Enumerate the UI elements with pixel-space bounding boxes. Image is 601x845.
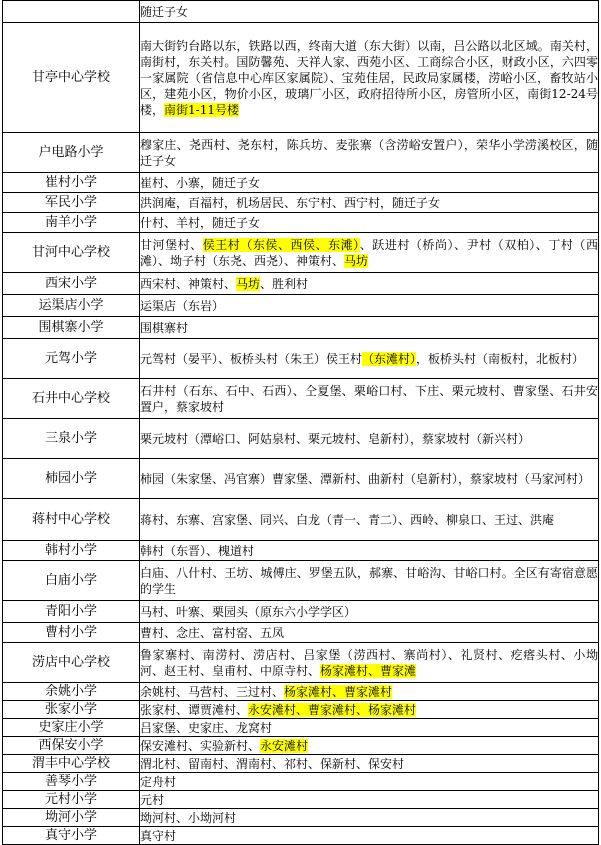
district-area: 元村	[140, 791, 599, 809]
table-row	[3, 339, 599, 379]
table-row	[3, 643, 599, 683]
highlighted-area: 杨家滩村、曹家滩	[320, 663, 417, 678]
school-name: 甘河中心学校	[3, 233, 140, 273]
district-area: 蒋村、东寨、宫家堡、同兴、白龙（青一、青二）、西岭、柳泉口、王过、洪庵	[140, 499, 599, 541]
table-row	[3, 459, 599, 499]
district-area: 元驾村（晏平）、板桥头村（朱王）侯王村（东滩村），板桥头村（南板村，北板村）	[140, 339, 599, 379]
school-name: 涝店中心学校	[3, 643, 140, 683]
district-area: 鲁家寨村、南涝村、涝店村、吕家堡（涝西村、寨尚村）、礼贤村、疙瘩头村、小坳河、赵王村、皇甫村、中原寺村、杨家滩村、曹家滩	[140, 643, 599, 683]
school-name: 西宋小学	[3, 273, 140, 295]
table-row	[3, 133, 599, 173]
district-area: 运渠店（东岩）	[140, 295, 599, 317]
district-area: 穆家庄、尧西村、尧东村，陈兵坊、麦张寨（含涝峪安置户），荣华小学涝溪校区，随迁子女	[140, 133, 599, 173]
school-name: 户电路小学	[3, 133, 140, 173]
table-row	[3, 541, 599, 561]
district-area: 西宋村、神策村、马坊、胜利村	[140, 273, 599, 295]
table-row	[3, 791, 599, 809]
table-row	[3, 193, 599, 213]
school-name: 史家庄小学	[3, 719, 140, 737]
table-row	[3, 601, 599, 623]
school-name: 围棋寨小学	[3, 317, 140, 339]
table-row	[3, 701, 599, 719]
table-row	[3, 561, 599, 601]
district-area: 真守村	[140, 827, 599, 845]
highlighted-area: 永安滩村	[260, 738, 309, 753]
school-name: 西保安小学	[3, 737, 140, 755]
district-area: 洪润庵，百福村，机场居民、东宁村、西宁村，随迁子女	[140, 193, 599, 213]
school-name: 真守小学	[3, 827, 140, 845]
district-area: 崔村、小寨，随迁子女	[140, 173, 599, 193]
table-row	[3, 419, 599, 459]
school-name: 韩村小学	[3, 541, 140, 561]
school-name: 运渠店小学	[3, 295, 140, 317]
table-row	[3, 623, 599, 643]
school-name: 坳河小学	[3, 809, 140, 827]
school-name: 石井中心学校	[3, 379, 140, 419]
district-area: 甘河堡村、侯王村（东侯、西侯、东滩）、跃进村（桥尚）、尹村（双柏）、丁村（西滩）、坳子村（东尧、西尧）、神策村、马坊	[140, 233, 599, 273]
highlighted-area: 杨家滩村、曹家滩村	[284, 684, 393, 699]
district-area: 石井村（石东、石中、石西）、仝夏堡、栗峪口村、下庄、栗元坡村、曹家堡、石井安置户，蔡家坡村	[140, 379, 599, 419]
school-name: 南羊小学	[3, 213, 140, 233]
table-row	[3, 1, 599, 23]
district-area: 白庙、八什村、王坊、城傅庄、罗堡五队，郝寨、甘峪沟、甘峪口村。全区有寄宿意愿的学生	[140, 561, 599, 601]
school-name: 张家小学	[3, 701, 140, 719]
table-row	[3, 23, 599, 133]
highlighted-area: 永安滩村、曹家滩村、杨家滩村	[248, 702, 417, 717]
table-row	[3, 317, 599, 339]
table-row	[3, 683, 599, 701]
school-name: 元村小学	[3, 791, 140, 809]
district-area: 定舟村	[140, 773, 599, 791]
district-area: 保安滩村、实验新村、永安滩村	[140, 737, 599, 755]
district-area: 余姚村、马营村、三过村、杨家滩村、曹家滩村	[140, 683, 599, 701]
district-area: 张家村、谭贾滩村、永安滩村、曹家滩村、杨家滩村	[140, 701, 599, 719]
school-name	[3, 1, 140, 23]
school-name: 元驾小学	[3, 339, 140, 379]
district-area: 曹村、念庄、富村窑、五凤	[140, 623, 599, 643]
table-row	[3, 379, 599, 419]
district-area: 随迁子女	[140, 1, 599, 23]
school-name: 善琴小学	[3, 773, 140, 791]
school-name: 曹村小学	[3, 623, 140, 643]
table-row	[3, 809, 599, 827]
district-area: 什村、羊村，随迁子女	[140, 213, 599, 233]
school-name: 余姚小学	[3, 683, 140, 701]
district-area: 韩村（东晋）、槐道村	[140, 541, 599, 561]
district-area: 坳河村、小坳河村	[140, 809, 599, 827]
school-district-table	[2, 0, 599, 845]
table-row	[3, 737, 599, 755]
table-row	[3, 295, 599, 317]
school-name: 三泉小学	[3, 419, 140, 459]
school-name: 青阳小学	[3, 601, 140, 623]
table-row	[3, 213, 599, 233]
district-area: 南大街钓台路以东，铁路以西，终南大道（东大街）以南，吕公路以北区域。南关村，南街村，东关村。国防馨苑、天祥人家、西苑小区、工商综合小区，财政小区，六四零一家属院（省信息中心库区家属院）、宝苑佳居，民政局家属楼，涝峪小区，畜牧站小区，建苑小区，物价小区，玻璃厂小区，政府招待所小区，房管所小区，南街12-24号楼，南街1-11号楼	[140, 23, 599, 133]
school-name: 军民小学	[3, 193, 140, 213]
highlighted-area: 南街1-11号楼	[164, 102, 239, 117]
table-row	[3, 233, 599, 273]
district-area: 吕家堡、史家庄、龙窝村	[140, 719, 599, 737]
highlighted-area: 马坊	[236, 276, 261, 291]
table-row	[3, 827, 599, 845]
highlighted-area: （东滩村）	[362, 351, 417, 366]
school-name: 渭丰中心学校	[3, 755, 140, 773]
school-name: 柿园小学	[3, 459, 140, 499]
table-row	[3, 773, 599, 791]
table-row	[3, 755, 599, 773]
table-row	[3, 173, 599, 193]
district-area: 渭北村、留南村、渭南村、祁村、保新村、保安村	[140, 755, 599, 773]
school-name: 白庙小学	[3, 561, 140, 601]
highlighted-area: 侯王村（东侯、西侯、东滩）	[202, 237, 360, 252]
table-row	[3, 273, 599, 295]
school-name: 蒋村中心学校	[3, 499, 140, 541]
district-area: 围棋寨村	[140, 317, 599, 339]
highlighted-area: 马坊	[344, 253, 369, 268]
district-area: 柿园（朱家堡、冯官寨）曹家堡、潭新村、曲新村（皂新村），蔡家坡村（马家河村）	[140, 459, 599, 499]
table-row	[3, 719, 599, 737]
table-row	[3, 499, 599, 541]
district-area: 栗元坡村（潭峪口、阿姑泉村、栗元坡村、皂新村），蔡家坡村（新兴村）	[140, 419, 599, 459]
district-area: 马村、叶寨、栗园头（原东六小学学区）	[140, 601, 599, 623]
school-name: 甘亭中心学校	[3, 23, 140, 133]
school-name: 崔村小学	[3, 173, 140, 193]
